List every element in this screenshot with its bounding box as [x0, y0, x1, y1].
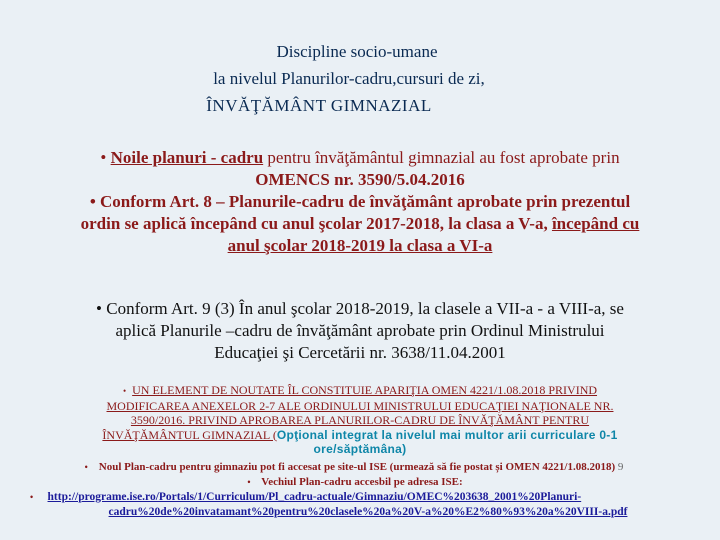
ise-link-line-1[interactable]: http://programe.ise.ro/Portals/1/Curriculum/Pl_cadru-actuale/Gimnaziu/OMEC%203638_2001%20Planuri- — [47, 491, 582, 503]
bullet-2-text-b: ordin se aplică începând cu anul şcolar 2017-2018, la clasa a V-a, — [80, 214, 552, 233]
bullet-5 — [0, 460, 720, 475]
title-line-3: ÎNVĂŢĂMÂNT GIMNAZIAL — [206, 96, 432, 115]
bullet-2-underlined-c: anul şcolar 2018-2019 la clasa a VI-a — [227, 236, 493, 255]
bullet-4-line-1 — [0, 383, 720, 399]
bullet-2-text: Conform Art. 8 – Planurile-cadru de învăţământ aprobate prin prezentul — [100, 192, 631, 211]
bullet-4-text-c: 3590/2016. PRIVIND APROBAREA PLANURILOR-CADRU DE ÎNVĂŢĂMÂNT PENTRU — [130, 413, 590, 427]
bullet-3-line-1 — [0, 298, 720, 320]
bullet-3-line-2: aplică Planurile –cadru de învăţământ aprobate prin Ordinul Ministrului — [115, 321, 605, 340]
bullet-4-text-b: MODIFICAREA ANEXELOR 2-7 ALE ORDINULUI MINISTRULUI EDUCAŢIEI NAŢIONALE NR. — [106, 398, 614, 413]
title-line-1: Discipline socio-umane — [276, 42, 438, 61]
bullet-marker: • — [100, 148, 107, 167]
bullet-3-line-3: Educaţiei şi Cercetării nr. 3638/11.04.2001 — [214, 343, 506, 362]
bullet-4-cyan-text: Opţional integrat la nivelul mai multor arii curriculare 0-1 — [276, 427, 618, 442]
bullet-1-underlined: Noile planuri - cadru — [110, 148, 264, 167]
bullet-4-line-3 — [0, 413, 720, 428]
title-line-2: la nivelul Planurilor-cadru,cursuri de zi, — [213, 69, 485, 88]
bullet-4-line-2 — [0, 399, 720, 414]
bullet-7-line-2 — [16, 505, 720, 520]
ise-link-line-2[interactable]: cadru%20de%20invatamant%20pentru%20clasele%20a%20V-a%20%E2%80%93%20a%20VIII-a.pdf — [108, 506, 628, 518]
bullet-1-text: pentru învăţământul gimnazial au fost aprobate prin — [263, 148, 620, 167]
bullet-marker: • — [96, 299, 102, 318]
bullet-list-small — [0, 460, 720, 520]
bullet-4-line-4 — [0, 428, 720, 443]
bullet-4-text-a: UN ELEMENT DE NOUTATE ÎL CONSTITUIE APARIŢIA OMEN 4221/1.08.2018 PRIVIND — [132, 383, 598, 397]
bullet-1-line-1 — [0, 147, 720, 169]
bullet-4 — [0, 383, 720, 457]
bullet-list-main — [0, 147, 720, 257]
bullet-4-line-5: ore/săptămâna) — [313, 442, 407, 456]
bullet-marker: • — [247, 477, 251, 487]
slide-title — [0, 38, 720, 119]
bullet-5-text: Noul Plan-cadru pentru gimnaziu pot fi accesat pe site-ul ISE (urmează să fie postat și OMEN 4221/1.08.2018) — [98, 461, 616, 473]
bullet-3-text-a: Conform Art. 9 (3) În anul şcolar 2018-2019, la clasele a VII-a - a VIII-a, se — [106, 299, 624, 318]
bullet-marker: • — [89, 192, 96, 211]
bullet-1-line-2: OMENCS nr. 3590/5.04.2016 — [255, 170, 465, 189]
bullet-marker: • — [84, 462, 88, 472]
bullet-marker: • — [30, 492, 34, 502]
bullet-3 — [0, 298, 720, 364]
bullet-2-line-1 — [0, 191, 720, 213]
bullet-2-line-3 — [0, 235, 720, 257]
bullet-marker: • — [122, 386, 127, 396]
page-number: 9 — [617, 461, 624, 473]
bullet-4-text-d: ÎNVĂŢĂMÂNTUL GIMNAZIAL ( — [102, 427, 277, 442]
bullet-2-underlined: începând cu — [551, 214, 640, 233]
bullet-7 — [0, 490, 720, 505]
bullet-6 — [0, 475, 720, 490]
bullet-6-text: Vechiul Plan-cadru accesbil pe adresa ISE: — [261, 476, 463, 488]
bullet-2-line-2 — [0, 213, 720, 235]
